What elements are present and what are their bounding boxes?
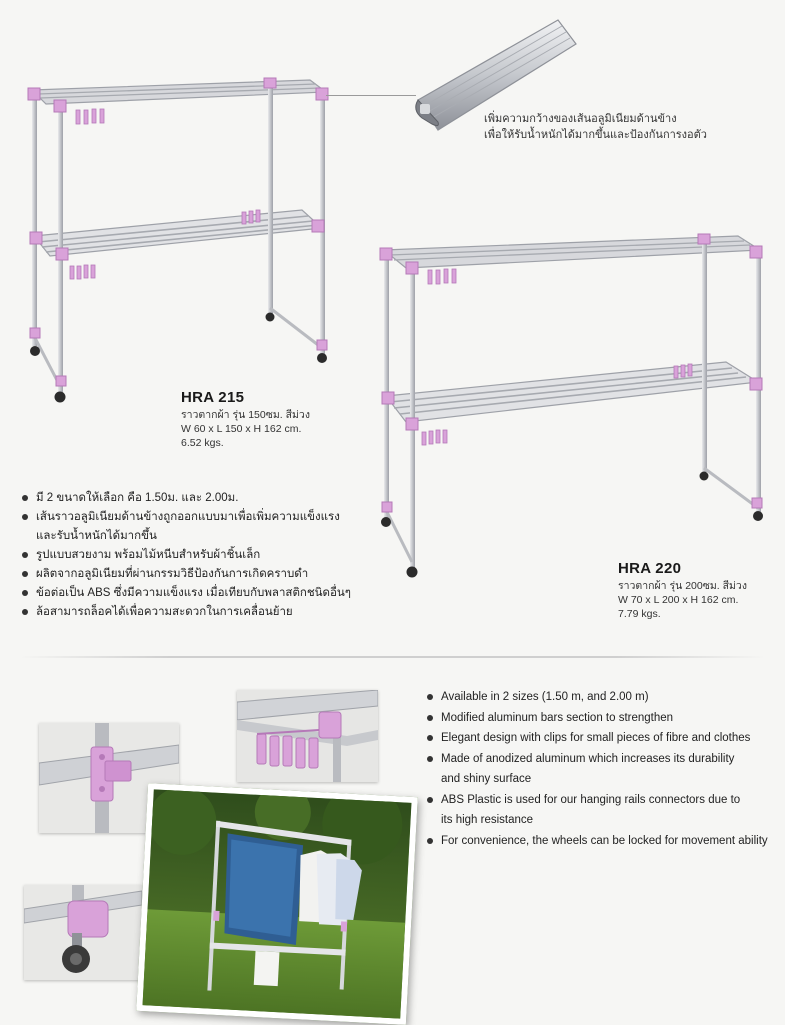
locking-wheel-photo: [24, 885, 142, 980]
profile-callout: [484, 111, 774, 143]
model-weight: 6.52 kgs.: [181, 437, 224, 449]
list-item: มี 2 ขนาดให้เลือก คือ 1.50ม. และ 2.00ม.: [22, 489, 372, 508]
list-item: ผลิตจากอลูมิเนียมที่ผ่านกรรมวิธีป้องกันการเกิดคราบดำ: [22, 565, 372, 584]
list-item: Modified aluminum bars section to strengthen: [427, 708, 782, 729]
thai-feature-list: [22, 489, 372, 622]
clip-hanger-photo: [237, 690, 378, 782]
profile-leader-line: [326, 95, 416, 96]
list-item: เส้นราวอลูมิเนียมด้านข้างถูกออกแบบมาเพื่อเพิ่มความแข็งแรง และรับน้ำหนักได้มากขึ้น: [22, 508, 372, 546]
profile-callout-line1: เพิ่มความกว้างของเส้นอลูมิเนียมด้านข้าง: [484, 113, 677, 125]
list-item: Elegant design with clips for small pieces of fibre and clothes: [427, 728, 782, 749]
garden-usage-photo: [136, 783, 418, 1025]
list-item: รูปแบบสวยงาม พร้อมไม้หนีบสำหรับผ้าชิ้นเล็ก: [22, 546, 372, 565]
profile-callout-line2: เพื่อให้รับน้ำหนักได้มากขึ้นและป้องกันการงอตัว: [484, 129, 707, 141]
model-weight: 7.79 kgs.: [618, 608, 661, 620]
model-dimensions: W 60 x L 150 x H 162 cm.: [181, 423, 302, 435]
drying-rack-hra215-illustration: [20, 70, 340, 410]
list-item: ล้อสามารถล็อคได้เพื่อความสะดวกในการเคลื่อนย้าย: [22, 603, 372, 622]
model-code: HRA 220: [618, 560, 682, 577]
section-divider: [20, 656, 765, 658]
model-hra215-spec: [181, 389, 361, 450]
english-feature-list: [427, 687, 782, 851]
model-hra220-spec: [618, 560, 778, 621]
model-description: ราวตากผ้า รุ่น 150ซม. สีม่วง: [181, 409, 310, 421]
list-item: ABS Plastic is used for our hanging rails connectors due to its high resistance: [427, 790, 782, 831]
list-item: Available in 2 sizes (1.50 m, and 2.00 m): [427, 687, 782, 708]
list-item: Made of anodized aluminum which increases its durability and shiny surface: [427, 749, 782, 790]
list-item: ข้อต่อเป็น ABS ซึ่งมีความแข็งแรง เมื่อเทียบกับพลาสติกชนิดอื่นๆ: [22, 584, 372, 603]
model-dimensions: W 70 x L 200 x H 162 cm.: [618, 594, 739, 606]
drying-rack-hra220-illustration: [376, 232, 776, 582]
model-description: ราวตากผ้า รุ่น 200ซม. สีม่วง: [618, 580, 747, 592]
list-item: For convenience, the wheels can be locked for movement ability: [427, 831, 782, 852]
model-code: HRA 215: [181, 389, 245, 406]
